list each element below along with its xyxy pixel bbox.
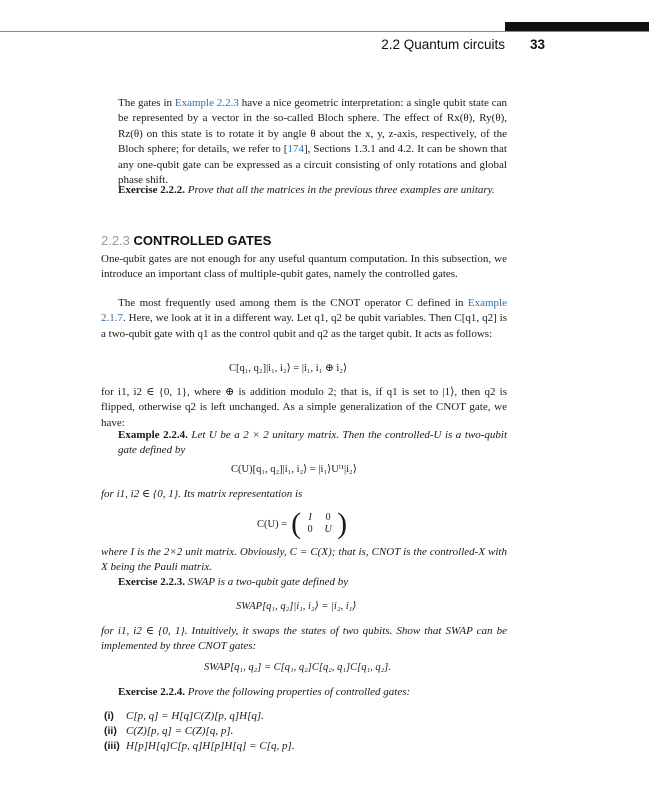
item-label: (iii) — [104, 740, 120, 752]
matrix-cell: U — [324, 524, 332, 535]
header-rule-line — [0, 31, 649, 32]
matrix-cell: 0 — [307, 524, 313, 535]
matrix-controlled-u — [257, 509, 347, 539]
item-label: (i) — [104, 710, 114, 722]
paragraph-bloch: The gates in Example 2.2.3 have a nice geometric interpretation: a single qubit state can be represented by a vector in the so-called Bloch sphere. The effect of Rx(θ), Ry(θ), Rz(θ) on this state is to rotate it by angle θ about the x, y, z-axis, respectively, of the Bloch sphere; for details, we refer to [174], Sections 1.3.1 and 4.2. It can be shown that any one-qubit gate can be expressed as a circuit consisting of only rotations and global phase shift. — [118, 97, 508, 187]
matrix-cell: I — [308, 512, 312, 523]
list-item — [104, 724, 233, 739]
link-example-2-2-3[interactable]: Example 2.2.3 — [174, 97, 239, 109]
equation-swap-cnot: SWAP[q₁, q₂] = C[q₁, q₂]C[q₂, q₁]C[q₁, q₂]. — [204, 662, 391, 673]
equation-swap: SWAP[q₁, q₂]|i₁, i₂⟩ = |i₂, i₁⟩ — [236, 601, 357, 612]
example-2-2-4: Example 2.2.4. Let U be a 2 × 2 unitary matrix. Then the controlled-U is a two-qubit gate defined by — [118, 429, 507, 457]
item-text: C[p, q] = H[q]C(Z)[p, q]H[q]. — [126, 710, 264, 722]
exercise-2-2-4: Exercise 2.2.4. Prove the following properties of controlled gates: — [118, 686, 411, 698]
paragraph-matrix-intro: for i1, i2 ∈ {0, 1}. Its matrix representation is — [101, 488, 303, 500]
page-number: 33 — [530, 37, 546, 52]
header-rule-bar — [505, 22, 649, 31]
matrix-lhs: C(U) = — [257, 518, 288, 530]
section-heading — [101, 233, 271, 248]
running-title: 2.2 Quantum circuits — [381, 37, 505, 52]
right-paren: ) — [337, 507, 348, 540]
list-item — [104, 739, 295, 754]
exercise-2-2-2: Exercise 2.2.2. Prove that all the matrices in the previous three examples are unitary. — [118, 184, 495, 196]
section-number: 2.2.3 — [101, 233, 130, 248]
exercise-2-2-3: Exercise 2.2.3. SWAP is a two-qubit gate defined by — [118, 576, 349, 588]
item-text: C(Z)[p, q] = C(Z)[q, p]. — [126, 725, 234, 737]
link-example-2-1-7[interactable]: Example 2.1.7 — [101, 297, 507, 325]
citation-174[interactable]: 174 — [287, 143, 304, 156]
list-item — [104, 709, 264, 724]
section-title: CONTROLLED GATES — [133, 233, 272, 248]
paragraph-cnot: The most frequently used among them is the CNOT operator C defined in Example 2.1.7. Here, we look at it in a different way. Let q1, q2 be qubit variables. Then C[q1, q2] is a two-qubit gate with q1 as the control qubit and q2 as the target qubit. It acts as follows: — [101, 297, 507, 340]
paragraph-unit-matrix: where I is the 2×2 unit matrix. Obviously, C = C(X); that is, CNOT is the controlled-X with X being the Pauli matrix. — [101, 546, 507, 574]
running-header — [0, 37, 649, 57]
item-label: (ii) — [104, 725, 117, 737]
equation-cnot: C[q₁, q₂]|i₁, i₂⟩ = |i₁, i₁ ⊕ i₂⟩ — [229, 363, 348, 374]
matrix-cell: 0 — [325, 512, 331, 523]
item-text: H[p]H[q]C[p, q]H[p]H[q] = C[q, p]. — [126, 740, 295, 752]
paragraph-intro: One-qubit gates are not enough for any useful quantum computation. In this subsection, we introduce an important class of multiple-qubit gates, namely the controlled gates. — [101, 253, 507, 281]
paragraph-swap: for i1, i2 ∈ {0, 1}. Intuitively, it swaps the states of two qubits. Show that SWAP can be implemented by three CNOT gates: — [101, 625, 507, 653]
paragraph-cnot-explain: for i1, i2 ∈ {0, 1}, where ⊕ is addition modulo 2; that is, if q1 is set to |1⟩, then q2 is flipped, otherwise q2 is left unchanged. As a simple generalization of the CNOT gate, we have: — [101, 386, 507, 429]
left-paren: ( — [291, 507, 302, 540]
equation-controlled-u: C(U)[q₁, q₂]|i₁, i₂⟩ = |i₁⟩Uⁱ¹|i₂⟩ — [231, 464, 357, 475]
